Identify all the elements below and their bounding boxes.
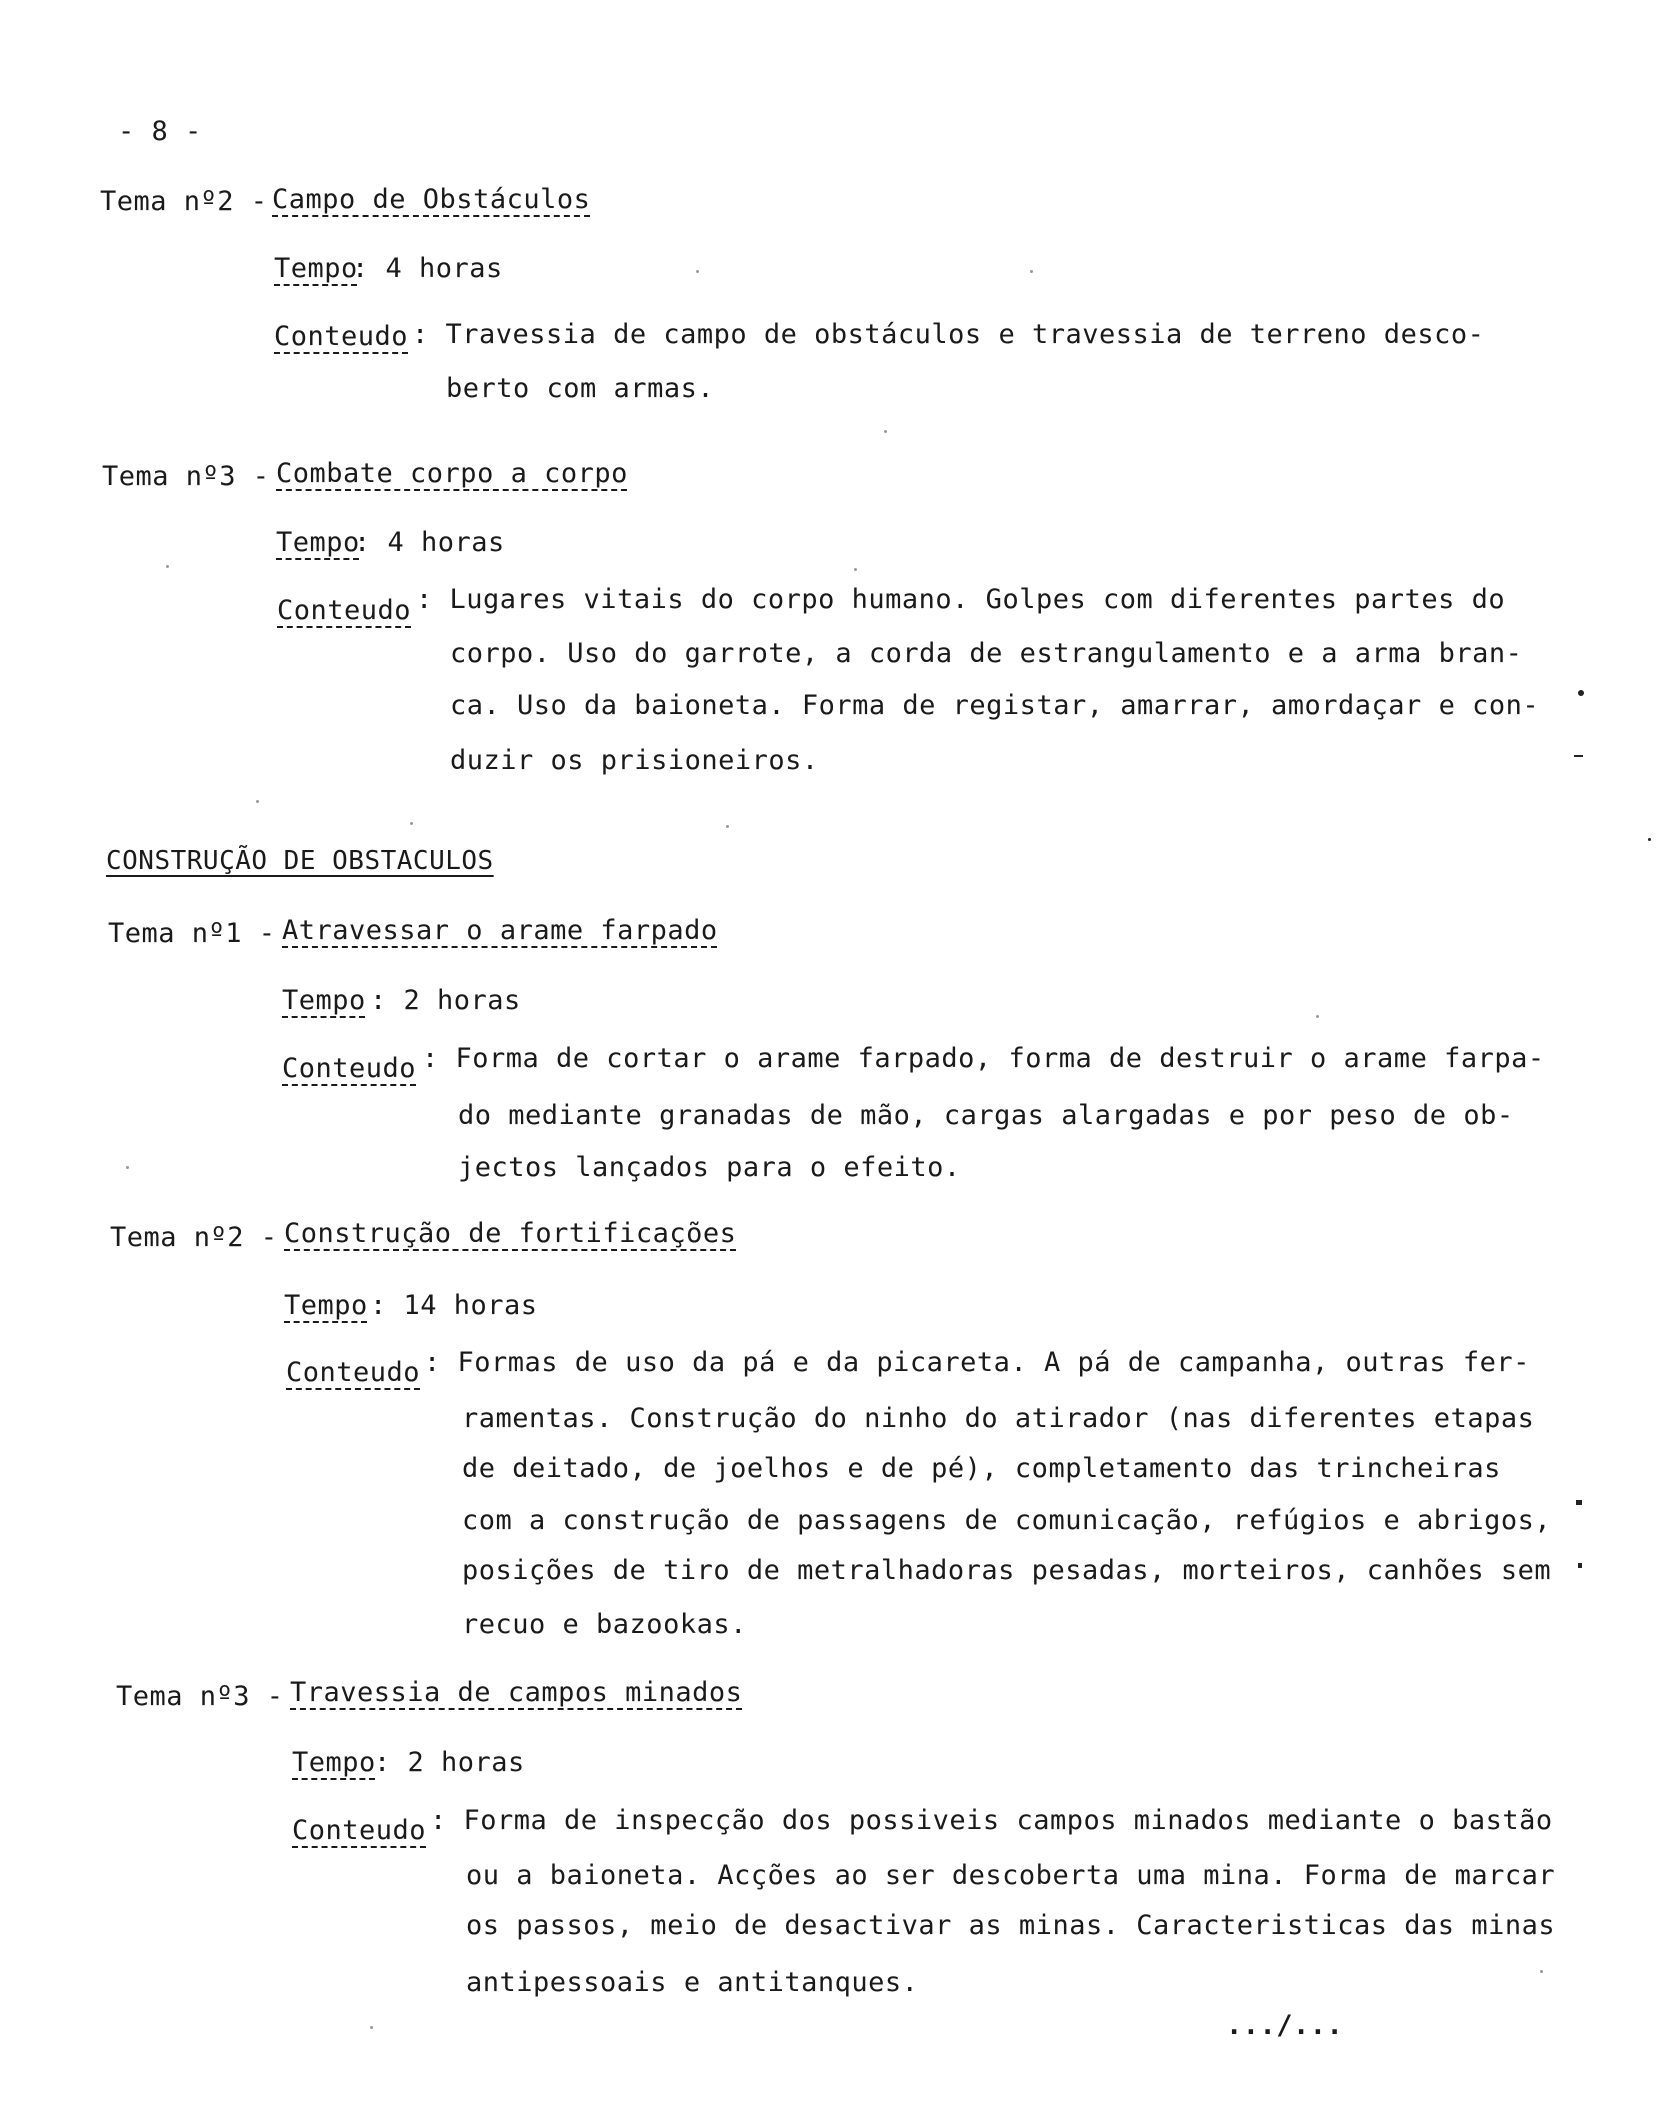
conteudo-line: ramentas. Construção do ninho do atirador (nas diferentes etapas <box>462 1403 1535 1434</box>
conteudo-line: antipessoais e antitanques. <box>466 1967 919 1998</box>
conteudo-label: Conteudo <box>282 1053 417 1084</box>
scan-mark <box>1576 1500 1582 1505</box>
conteudo-line: duzir os prisioneiros. <box>450 745 819 776</box>
conteudo-label: Conteudo <box>274 321 409 352</box>
section-heading: CONSTRUÇÃO DE OBSTACULOS <box>106 846 494 876</box>
tema-title: Travessia de campos minados <box>290 1677 743 1708</box>
conteudo-line: ou a baioneta. Acções ao ser descoberta uma mina. Forma de marcar <box>466 1860 1556 1891</box>
tempo-value: : 4 horas <box>352 253 503 284</box>
conteudo-line: corpo. Uso do garrote, a corda de estrangulamento e a arma bran- <box>450 638 1523 669</box>
conteudo-line: : Forma de inspecção dos possiveis campos minados mediante o bastão <box>430 1805 1553 1836</box>
scan-speck <box>256 800 259 803</box>
tempo-label: Tempo <box>292 1747 376 1778</box>
conteudo-line: com a construção de passagens de comunicação, refúgios e abrigos, <box>462 1505 1552 1536</box>
conteudo-line: de deitado, de joelhos e de pé), completamento das trincheiras <box>462 1453 1501 1484</box>
tema-label: Tema nº2 - <box>100 186 268 217</box>
scan-speck <box>1030 270 1033 273</box>
tema-title: Atravessar o arame farpado <box>282 915 718 946</box>
scan-speck <box>1316 1015 1319 1018</box>
tema-label: Tema nº3 - <box>102 461 270 492</box>
tempo-label: Tempo <box>276 527 360 558</box>
scan-speck <box>1540 1970 1543 1973</box>
scan-speck <box>126 1166 129 1169</box>
tema-label: Tema nº1 - <box>108 918 276 949</box>
conteudo-line: ca. Uso da baioneta. Forma de registar, amarrar, amordaçar e con- <box>450 690 1540 721</box>
conteudo-line: : Forma de cortar o arame farpado, forma de destruir o arame farpa- <box>422 1043 1545 1074</box>
scan-mark <box>1574 755 1583 757</box>
tempo-label: Tempo <box>282 985 366 1016</box>
conteudo-line: do mediante granadas de mão, cargas alargadas e por peso de ob- <box>458 1100 1514 1131</box>
scan-speck <box>696 270 699 273</box>
conteudo-line: os passos, meio de desactivar as minas. Caracteristicas das minas <box>466 1910 1556 1941</box>
continuation-marker: .../... <box>1226 2010 1344 2041</box>
tema-label: Tema nº2 - <box>110 1222 278 1253</box>
tema-label: Tema nº3 - <box>116 1681 284 1712</box>
scan-speck <box>370 2026 373 2029</box>
tempo-value: : 2 horas <box>374 1747 525 1778</box>
conteudo-line: jectos lançados para o efeito. <box>458 1152 961 1183</box>
conteudo-line: berto com armas. <box>446 373 715 404</box>
tempo-label: Tempo <box>284 1290 368 1321</box>
tema-title: Campo de Obstáculos <box>272 184 591 215</box>
scan-mark <box>1578 1563 1582 1568</box>
scan-mark <box>1648 838 1651 841</box>
tema-title: Combate corpo a corpo <box>276 458 628 489</box>
conteudo-line: recuo e bazookas. <box>462 1609 747 1640</box>
conteudo-line: : Travessia de campo de obstáculos e travessia de terreno desco- <box>412 319 1485 350</box>
conteudo-label: Conteudo <box>292 1815 427 1846</box>
conteudo-line: : Lugares vitais do corpo humano. Golpes com diferentes partes do <box>416 584 1506 615</box>
scan-speck <box>726 825 729 828</box>
tema-title: Construção de fortificações <box>284 1218 737 1249</box>
tempo-value: : 14 horas <box>370 1290 538 1321</box>
scan-speck <box>854 568 857 571</box>
scan-speck <box>410 822 413 825</box>
conteudo-line: posições de tiro de metralhadoras pesadas, morteiros, canhões sem <box>462 1555 1552 1586</box>
scan-speck <box>166 565 169 568</box>
tempo-label: Tempo <box>274 253 358 284</box>
scan-speck <box>884 430 887 433</box>
page-number: - 8 - <box>118 116 202 147</box>
tempo-value: : 2 horas <box>370 985 521 1016</box>
scan-mark <box>1578 690 1584 696</box>
conteudo-label: Conteudo <box>286 1357 421 1388</box>
conteudo-line: : Formas de uso da pá e da picareta. A pá de campanha, outras fer- <box>424 1347 1530 1378</box>
tempo-value: : 4 horas <box>354 527 505 558</box>
conteudo-label: Conteudo <box>277 595 412 626</box>
